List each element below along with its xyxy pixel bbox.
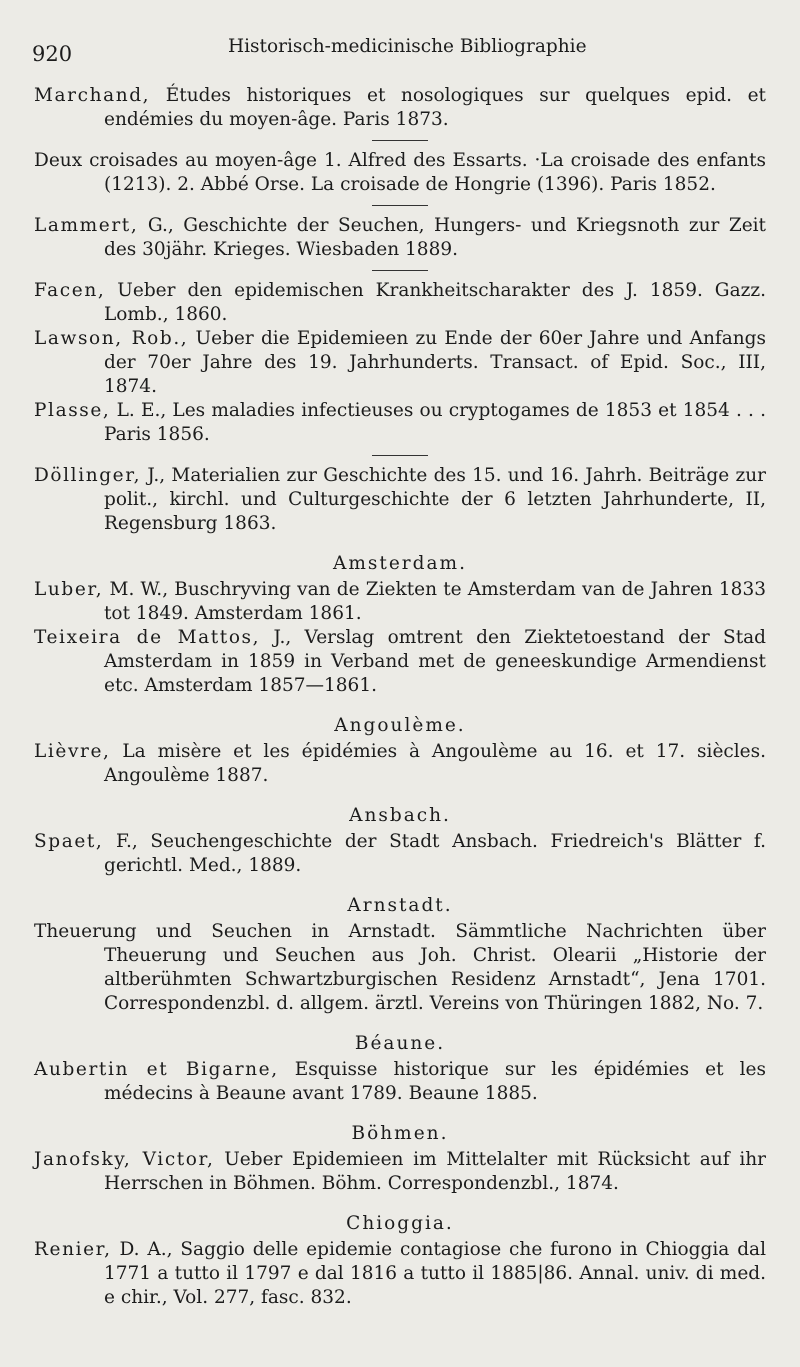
entry-text: J., Materialien zur Geschichte des 15. und 16. Jahrh. Beiträge zur polit., kirchl. und Culturgeschichte der 6 letzten Jahrhunderte, II, Regensburg 1863.: [104, 465, 766, 534]
entry-luber: [34, 578, 766, 626]
place-heading-amsterdam: Amsterdam.: [333, 553, 467, 574]
entry-text: Theuerung und Seuchen in Arnstadt. Sämmtliche Nachrichten über Theuerung und Seuchen aus Joh. Christ. Olearii „Historie der altberühmten Schwartzburgischen Residenz Arnstadt“, Jena 1701. Correspondenzbl. d. allgem. ärztl. Vereins von Thüringen 1882, No. 7.: [34, 921, 766, 1014]
entry-author: Spaet,: [34, 831, 104, 852]
entry-theuerung: [34, 920, 766, 1016]
entry-lawson: [34, 327, 766, 399]
entry-text: Deux croisades au moyen-âge 1. Alfred des Essarts. ·La croisade des enfants (1213). 2. Abbé Orse. La croisade de Hongrie (1396). Paris 1852.: [34, 150, 766, 195]
entry-text: Ueber den epidemischen Krankheitscharakter des J. 1859. Gazz. Lomb., 1860.: [104, 280, 766, 325]
entry-text: F., Seuchengeschichte der Stadt Ansbach. Friedreich's Blätter f. gerichtl. Med., 1889.: [103, 831, 766, 876]
entry-text: Ueber die Epidemieen zu Ende der 60er Jahre und Anfangs der 70er Jahre des 19. Jahrhunderts. Transact. of Epid. Soc., III, 1874.: [104, 328, 766, 397]
separator-rule: [372, 455, 428, 456]
entry-author: Aubertin et Bigarne,: [34, 1059, 279, 1080]
page-header: [32, 30, 772, 66]
entry-text: L. E., Les maladies infectieuses ou cryptogames de 1853 et 1854 . . . Paris 1856.: [104, 400, 766, 445]
entry-author: Lièvre,: [34, 741, 111, 762]
entry-facen: [34, 279, 766, 327]
entry-doellinger: [34, 464, 766, 536]
entry-author: Janofsky, Victor,: [34, 1149, 215, 1170]
entry-text: Esquisse historique sur les épidémies et les médecins à Beaune avant 1789. Beaune 1885.: [104, 1059, 767, 1104]
entry-plasse: [34, 399, 766, 447]
entry-author: Luber,: [34, 579, 104, 600]
place-heading-chioggia: Chioggia.: [346, 1213, 454, 1234]
separator-rule: [372, 270, 428, 271]
entry-text: Ueber Epidemieen im Mittelalter mit Rücksicht auf ihr Herrschen in Böhmen. Böhm. Correspondenzbl., 1874.: [104, 1149, 766, 1194]
bibliography-body: [34, 84, 766, 1310]
entry-deux-croisades: [34, 149, 766, 197]
entry-text: Études historiques et nosologiques sur quelques epid. et endémies du moyen-âge. Paris 1873.: [104, 85, 766, 130]
place-heading-beaune: Béaune.: [354, 1033, 446, 1054]
entry-author: Facen,: [34, 280, 106, 301]
separator-rule: [372, 140, 428, 141]
entry-text: D. A., Saggio delle epidemie contagiose che furono in Chioggia dal 1771 a tutto il 1797 e dal 1816 a tutto il 1885|86. Annal. univ. di med. e chir., Vol. 277, fasc. 832.: [104, 1239, 766, 1308]
entry-aubertin: [34, 1058, 766, 1106]
entry-text: G., Geschichte der Seuchen, Hungers- und Kriegsnoth zur Zeit des 30jähr. Krieges. Wiesbaden 1889.: [104, 215, 766, 260]
entry-teixeira: [34, 626, 766, 698]
entry-author: Renier,: [34, 1239, 112, 1260]
entry-janofsky: [34, 1148, 766, 1196]
entry-marchand: [34, 84, 766, 132]
separator-rule: [372, 205, 428, 206]
entry-renier: [34, 1238, 766, 1310]
entry-text: M. W., Buschryving van de Ziekten te Amsterdam van de Jahren 1833 tot 1849. Amsterdam 1861.: [103, 579, 766, 624]
entry-author: Lammert,: [34, 215, 139, 236]
entry-author: Döllinger,: [34, 465, 142, 486]
entry-lievre: [34, 740, 766, 788]
entry-author: Lawson, Rob.,: [34, 328, 189, 349]
entry-text: J., Verslag omtrent den Ziektetoestand der Stad Amsterdam in 1859 in Verband met de geneeskundige Armendienst etc. Amsterdam 1857—1861.: [104, 627, 767, 696]
place-heading-ansbach: Ansbach.: [349, 805, 451, 826]
entry-author: Marchand,: [34, 85, 151, 106]
entry-spaet: [34, 830, 766, 878]
place-heading-arnstadt: Arnstadt.: [347, 895, 453, 916]
place-heading-angouleme: Angoulème.: [334, 715, 466, 736]
page-number: 920: [32, 42, 73, 66]
place-heading-boehmen: Böhmen.: [351, 1123, 449, 1144]
entry-author: Teixeira de Mattos,: [34, 627, 261, 648]
running-title: Historisch-medicinische Bibliographie: [228, 36, 587, 57]
entry-lammert: [34, 214, 766, 262]
entry-author: Plasse,: [34, 400, 111, 421]
entry-text: La misère et les épidémies à Angoulème au 16. et 17. siècles. Angoulème 1887.: [104, 741, 766, 786]
